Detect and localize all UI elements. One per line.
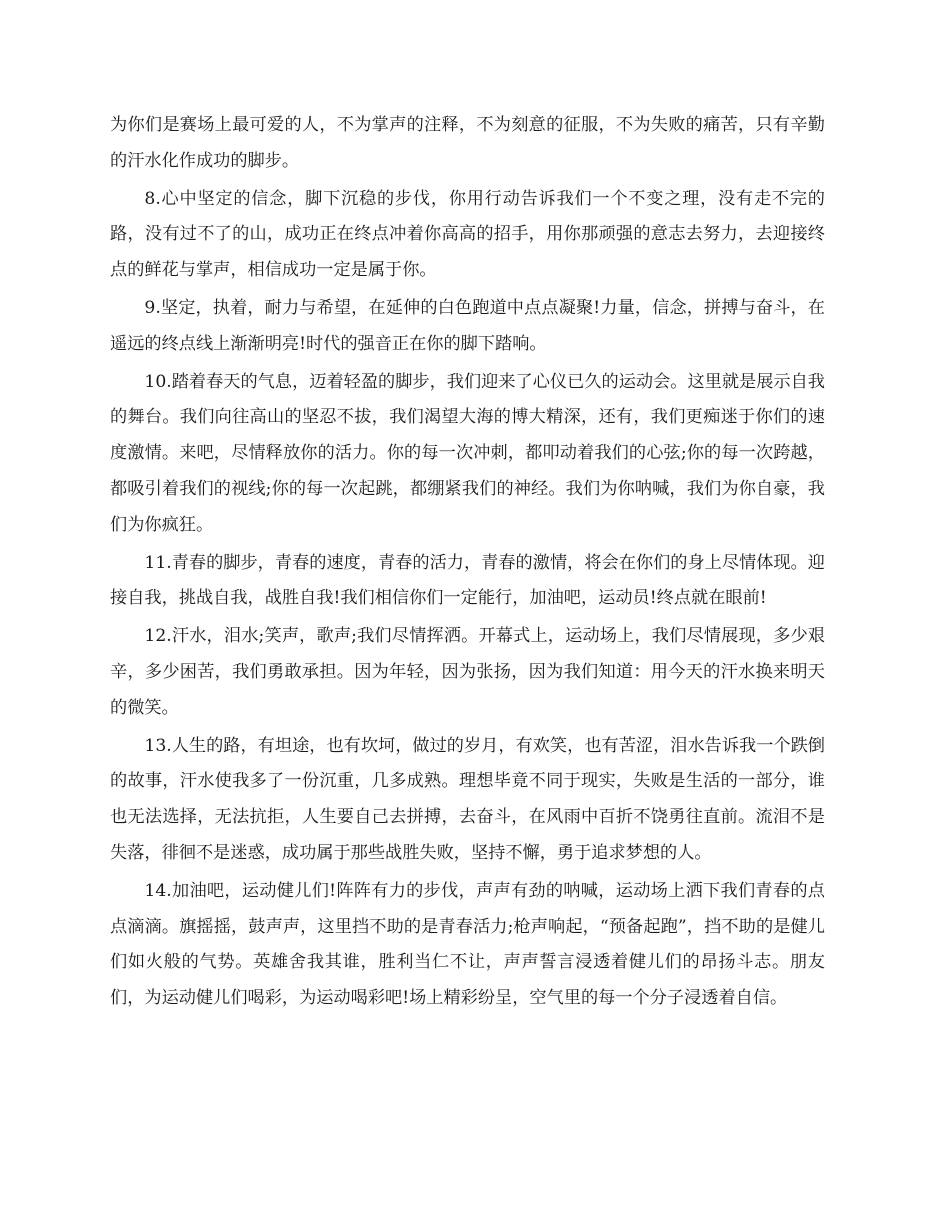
paragraph-item-8: 8.心中坚定的信念，脚下沉稳的步伐，你用行动告诉我们一个不变之理，没有走不完的路，没有过不了的山，成功正在终点冲着你高高的招手，用你那顽强的意志去努力，去迎接终点的鲜花与掌声，相信成功一定是属于你。 [110,188,825,281]
paragraph-item-14: 14.加油吧，运动健儿们!阵阵有力的步伐，声声有劲的呐喊，运动场上洒下我们青春的点点滴滴。旗摇摇，鼓声声，这里挡不助的是青春活力;枪声响起，“预备起跑”，挡不助的是健儿们如火般的气势。英雄舍我其谁，胜利当仁不让，声声誓言浸透着健儿们的昂扬斗志。朋友们，为运动健儿们喝彩，为运动喝彩吧!场上精彩纷呈，空气里的每一个分子浸透着自信。 [110,880,825,1009]
document-body [110,108,825,1019]
paragraph-item-10: 10.踏着春天的气息，迈着轻盈的脚步，我们迎来了心仪已久的运动会。这里就是展示自我的舞台。我们向往高山的坚忍不拔，我们渴望大海的博大精深，还有，我们更痴迷于你们的速度激情。来吧，尽情释放你的活力。你的每一次冲刺，都叩动着我们的心弦;你的每一次跨越，都吸引着我们的视线;你的每一次起跳，都绷紧我们的神经。我们为你呐喊，我们为你自豪，我们为你疯狂。 [110,371,825,535]
paragraph-item-11: 11.青春的脚步，青春的速度，青春的活力，青春的激情，将会在你们的身上尽情体现。迎接自我，挑战自我，战胜自我!我们相信你们一定能行，加油吧，运动员!终点就在眼前! [110,552,825,609]
paragraph-item-9: 9.坚定，执着，耐力与希望，在延伸的白色跑道中点点凝聚!力量，信念，拼搏与奋斗，在遥远的终点线上渐渐明亮!时代的强音正在你的脚下踏响。 [110,297,825,354]
paragraph-item-12: 12.汗水，泪水;笑声，歌声;我们尽情挥洒。开幕式上，运动场上，我们尽情展现，多少艰辛，多少困苦，我们勇敢承担。因为年轻，因为张扬，因为我们知道：用今天的汗水换来明天的微笑。 [110,626,825,718]
paragraph-continuation: 为你们是赛场上最可爱的人，不为掌声的注释，不为刻意的征服，不为失败的痛苦，只有辛勤的汗水化作成功的脚步。 [110,115,825,171]
paragraph-item-13: 13.人生的路，有坦途，也有坎坷，做过的岁月，有欢笑，也有苦涩，泪水告诉我一个跌倒的故事，汗水使我多了一份沉重，几多成熟。理想毕竟不同于现实，失败是生活的一部分，谁也无法选择，无法抗拒，人生要自己去拼搏，去奋斗，在风雨中百折不饶勇往直前。流泪不是失落，徘徊不是迷惑，成功属于那些战胜失败，坚持不懈，勇于追求梦想的人。 [110,735,825,863]
